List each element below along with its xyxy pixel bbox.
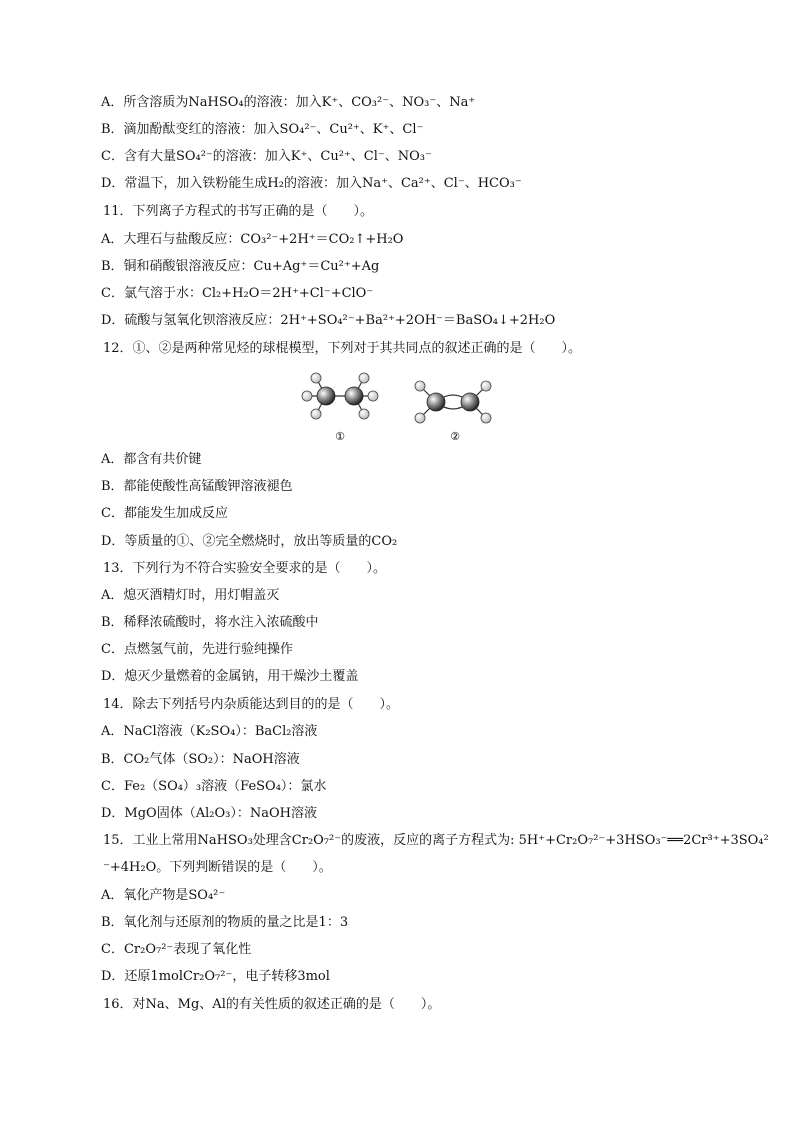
q14-stem: 14．除去下列括号内杂质能达到目的的是（ ）。 xyxy=(103,697,400,712)
q15-option-c: C．Cr₂O₇²⁻表现了氧化性 xyxy=(101,942,252,957)
q14-option-c: C．Fe₂（SO₄）₃溶液（FeSO₄）：氯水 xyxy=(101,779,327,794)
q15-option-d: D．还原1molCr₂O₇²⁻，电子转移3mol xyxy=(101,969,330,984)
q10-option-c: C．含有大量SO₄²⁻的溶液：加入K⁺、Cu²⁺、Cl⁻、NO₃⁻ xyxy=(101,149,432,164)
q13-option-a: A．熄灭酒精灯时，用灯帽盖灭 xyxy=(101,588,280,603)
q11-option-b: B．铜和硝酸银溶液反应：Cu+Ag⁺＝Cu²⁺+Ag xyxy=(101,259,380,274)
ethylene-model xyxy=(415,381,491,423)
figure-label-2: ② xyxy=(450,430,460,443)
q13-option-b: B．稀释浓硫酸时，将水注入浓硫酸中 xyxy=(101,615,319,630)
q15-stem-line2: ⁻+4H₂O。下列判断错误的是（ ）。 xyxy=(103,860,332,875)
q10-option-d: D．常温下，加入铁粉能生成H₂的溶液：加入Na⁺、Ca²⁺、Cl⁻、HCO₃⁻ xyxy=(101,176,522,191)
q13-option-d: D．熄灭少量燃着的金属钠，用干燥沙土覆盖 xyxy=(101,669,359,684)
q14-option-a: A．NaCl溶液（K₂SO₄）：BaCl₂溶液 xyxy=(101,724,318,739)
q15-option-a: A．氧化产物是SO₄²⁻ xyxy=(101,888,226,903)
q15-stem-line1: 15．工业上常用NaHSO₃处理含Cr₂O₇²⁻的废液，反应的离子方程式为: 5H⁺+Cr₂O₇²⁻+3HSO₃⁻══2Cr³⁺+3SO₄² xyxy=(103,833,769,848)
q10-option-b: B．滴加酚酞变红的溶液：加入SO₄²⁻、Cu²⁺、K⁺、Cl⁻ xyxy=(101,122,424,137)
q12-option-c: C．都能发生加成反应 xyxy=(101,506,228,521)
q11-option-c: C．氯气溶于水：Cl₂+H₂O＝2H⁺+Cl⁻+ClO⁻ xyxy=(101,286,374,301)
q10-option-a: A．所含溶质为NaHSO₄的溶液：加入K⁺、CO₃²⁻、NO₃⁻、Na⁺ xyxy=(101,95,476,110)
q12-stem: 12．①、②是两种常见烃的球棍模型，下列对于其共同点的叙述正确的是（ ）。 xyxy=(103,341,582,356)
q13-stem: 13．下列行为不符合实验安全要求的是（ ）。 xyxy=(103,561,387,576)
q11-option-a: A．大理石与盐酸反应：CO₃²⁻+2H⁺＝CO₂↑+H₂O xyxy=(101,232,404,247)
q12-option-d: D．等质量的①、②完全燃烧时，放出等质量的CO₂ xyxy=(101,534,398,549)
q14-option-d: D．MgO固体（Al₂O₃）：NaOH溶液 xyxy=(101,806,317,821)
q12-option-a: A．都含有共价键 xyxy=(101,452,202,467)
q16-stem: 16．对Na、Mg、Al的有关性质的叙述正确的是（ ）。 xyxy=(103,997,441,1012)
q11-option-d: D．硫酸与氢氧化钡溶液反应：2H⁺+SO₄²⁻+Ba²⁺+2OH⁻＝BaSO₄↓+2H₂O xyxy=(101,313,556,328)
q11-stem: 11．下列离子方程式的书写正确的是（ ）。 xyxy=(103,204,374,219)
molecule-figure xyxy=(290,364,510,446)
q13-option-c: C．点燃氢气前，先进行验纯操作 xyxy=(101,642,293,657)
figure-label-1: ① xyxy=(335,430,345,443)
q14-option-b: B．CO₂气体（SO₂）：NaOH溶液 xyxy=(101,752,300,767)
ball-and-stick-models xyxy=(290,364,510,446)
q15-option-b: B．氧化剂与还原剂的物质的量之比是1：3 xyxy=(101,915,349,930)
ethane-model xyxy=(302,373,378,419)
q12-option-b: B．都能使酸性高锰酸钾溶液褪色 xyxy=(101,479,293,494)
